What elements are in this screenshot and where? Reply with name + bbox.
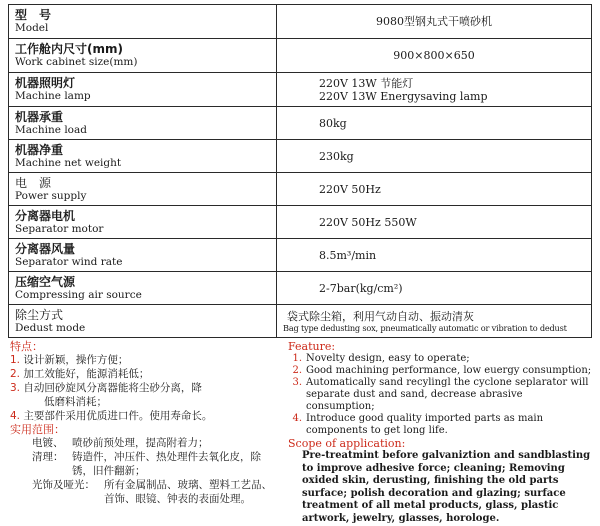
spec-label xyxy=(9,239,277,272)
feature-cn-item: 4. 主要部件采用优质进口件。使用寿命长。 xyxy=(10,410,213,422)
spec-value: 2-7bar(kg/cm²) xyxy=(277,272,592,305)
spec-row-cabinet-size xyxy=(9,39,592,73)
spec-label-en: Dedust mode xyxy=(15,321,86,334)
spec-value-cell xyxy=(277,73,592,107)
spec-row-separator-motor xyxy=(9,206,592,239)
spec-label xyxy=(9,173,277,206)
feature-cn-item: 3. 自动回砂旋风分离器能将尘砂分离，降 xyxy=(10,382,202,394)
spec-label xyxy=(9,305,277,338)
spec-value: 220V 50Hz xyxy=(277,173,592,206)
feature-cn-item: 1. 设计新颖，操作方便； xyxy=(10,354,129,366)
scope-en-heading: Scope of application: xyxy=(288,437,406,450)
spec-label xyxy=(9,140,277,173)
spec-row-net-weight xyxy=(9,140,592,173)
spec-label xyxy=(9,39,277,73)
spec-label-en: Separator wind rate xyxy=(15,255,123,268)
spec-label-en: Separator motor xyxy=(15,222,104,235)
application-cn-value: 喷砂前预处理，提高附着力； xyxy=(72,437,209,449)
spec-label-en: Compressing air source xyxy=(15,288,142,301)
application-cn-key: 清理： xyxy=(32,451,64,463)
application-cn-row xyxy=(10,450,280,478)
scope-en-text: Pre-treatmint before galvaniztion and sandblasting to improve adhesive force; cleaning; Removing oxided skin, derusting, finishing the old parts surface; polish decoration and glazing; surface treatment of all metal products, glass, plastic artwork, jewelry, glasses, horologe. xyxy=(302,450,591,524)
spec-row-dedust-mode xyxy=(9,305,592,338)
spec-label-en: Power supply xyxy=(15,189,87,202)
spec-label-en: Model xyxy=(15,22,49,34)
spec-label-en: Machine net weight xyxy=(15,156,122,169)
spec-label-cn: 机器净重 xyxy=(15,142,64,157)
spec-value: 230kg xyxy=(277,140,592,173)
spec-label-cn: 工作舱内尺寸(mm) xyxy=(15,42,123,56)
application-cn-row xyxy=(10,436,280,450)
spec-label-cn: 分离器风量 xyxy=(15,241,76,256)
feature-cn-item: 2. 加工效能好，能源消耗低； xyxy=(10,368,150,380)
spec-value-cell xyxy=(277,305,592,338)
spec-row-load xyxy=(9,107,592,140)
spec-label xyxy=(9,5,277,39)
features-cn-heading: 特点： xyxy=(10,340,43,353)
spec-row-air-source xyxy=(9,272,592,305)
feature-en-item: 3. Automatically sand recylingl the cyclone seplarator will separate dust and sand, decrease abrasive consumption; xyxy=(292,377,589,412)
spec-label xyxy=(9,272,277,305)
spec-value-secondary: Bag type dedusting sox, pneumatically automatic or vibration to dedust xyxy=(283,322,567,333)
spec-label xyxy=(9,107,277,140)
spec-label-en: Work cabinet size(mm) xyxy=(15,56,138,68)
spec-label-en: Machine lamp xyxy=(15,90,91,102)
spec-row-power xyxy=(9,173,592,206)
application-cn-value: 铸造件，冲压件、热处理件去氧化皮，除锈，旧件翻新； xyxy=(72,451,261,477)
spec-label-cn: 压缩空气源 xyxy=(15,274,76,289)
spec-label xyxy=(9,73,277,107)
application-cn-row xyxy=(10,478,280,506)
spec-row-lamp xyxy=(9,73,592,107)
feature-en-item: 4. Introduce good quality imported parts as main components to get long life. xyxy=(292,413,544,436)
spec-row-model xyxy=(9,5,592,39)
spec-value: 80kg xyxy=(277,107,592,140)
spec-label-cn: 机器照明灯 xyxy=(15,76,76,90)
spec-row-wind-rate xyxy=(9,239,592,272)
spec-value: 9080型钢丸式干喷砂机 xyxy=(277,5,592,39)
spec-label-en: Machine load xyxy=(15,123,87,136)
spec-label-cn: 机器承重 xyxy=(15,109,64,124)
spec-value-secondary: 220V 13W Energysaving lamp xyxy=(319,89,488,103)
spec-value: 900×800×650 xyxy=(277,39,592,73)
spec-label-cn: 电 源 xyxy=(15,175,52,190)
spec-value: 220V 50Hz 550W xyxy=(277,206,592,239)
application-cn-key: 电镀、 xyxy=(32,437,64,449)
spec-label xyxy=(9,206,277,239)
feature-en-item: 2. Good machining performance, low euergy consumption; xyxy=(292,365,592,376)
features-en-section xyxy=(288,340,594,526)
spec-label-cn: 型 号 xyxy=(15,8,52,22)
spec-value: 220V 13W 节能灯 xyxy=(319,76,414,90)
features-cn-section xyxy=(10,340,280,506)
application-cn-value: 所有金属制品、玻璃、塑料工艺品、首饰、眼镜、钟表的表面处理。 xyxy=(104,479,272,505)
spec-label-cn: 除尘方式 xyxy=(15,307,64,322)
application-cn-key: 光饰及哑光： xyxy=(32,479,95,491)
application-cn-heading: 实用范围： xyxy=(10,423,65,436)
spec-value: 袋式除尘箱，利用气动自动、振动清灰 xyxy=(287,309,474,323)
spec-table xyxy=(8,4,592,338)
features-en-heading: Feature: xyxy=(288,340,336,353)
feature-en-item: 1. Novelty design, easy to operate; xyxy=(292,353,470,364)
spec-value: 8.5m³/min xyxy=(277,239,592,272)
spec-label-cn: 分离器电机 xyxy=(15,208,76,223)
feature-cn-item-continued: 低磨料消耗； xyxy=(44,396,107,408)
